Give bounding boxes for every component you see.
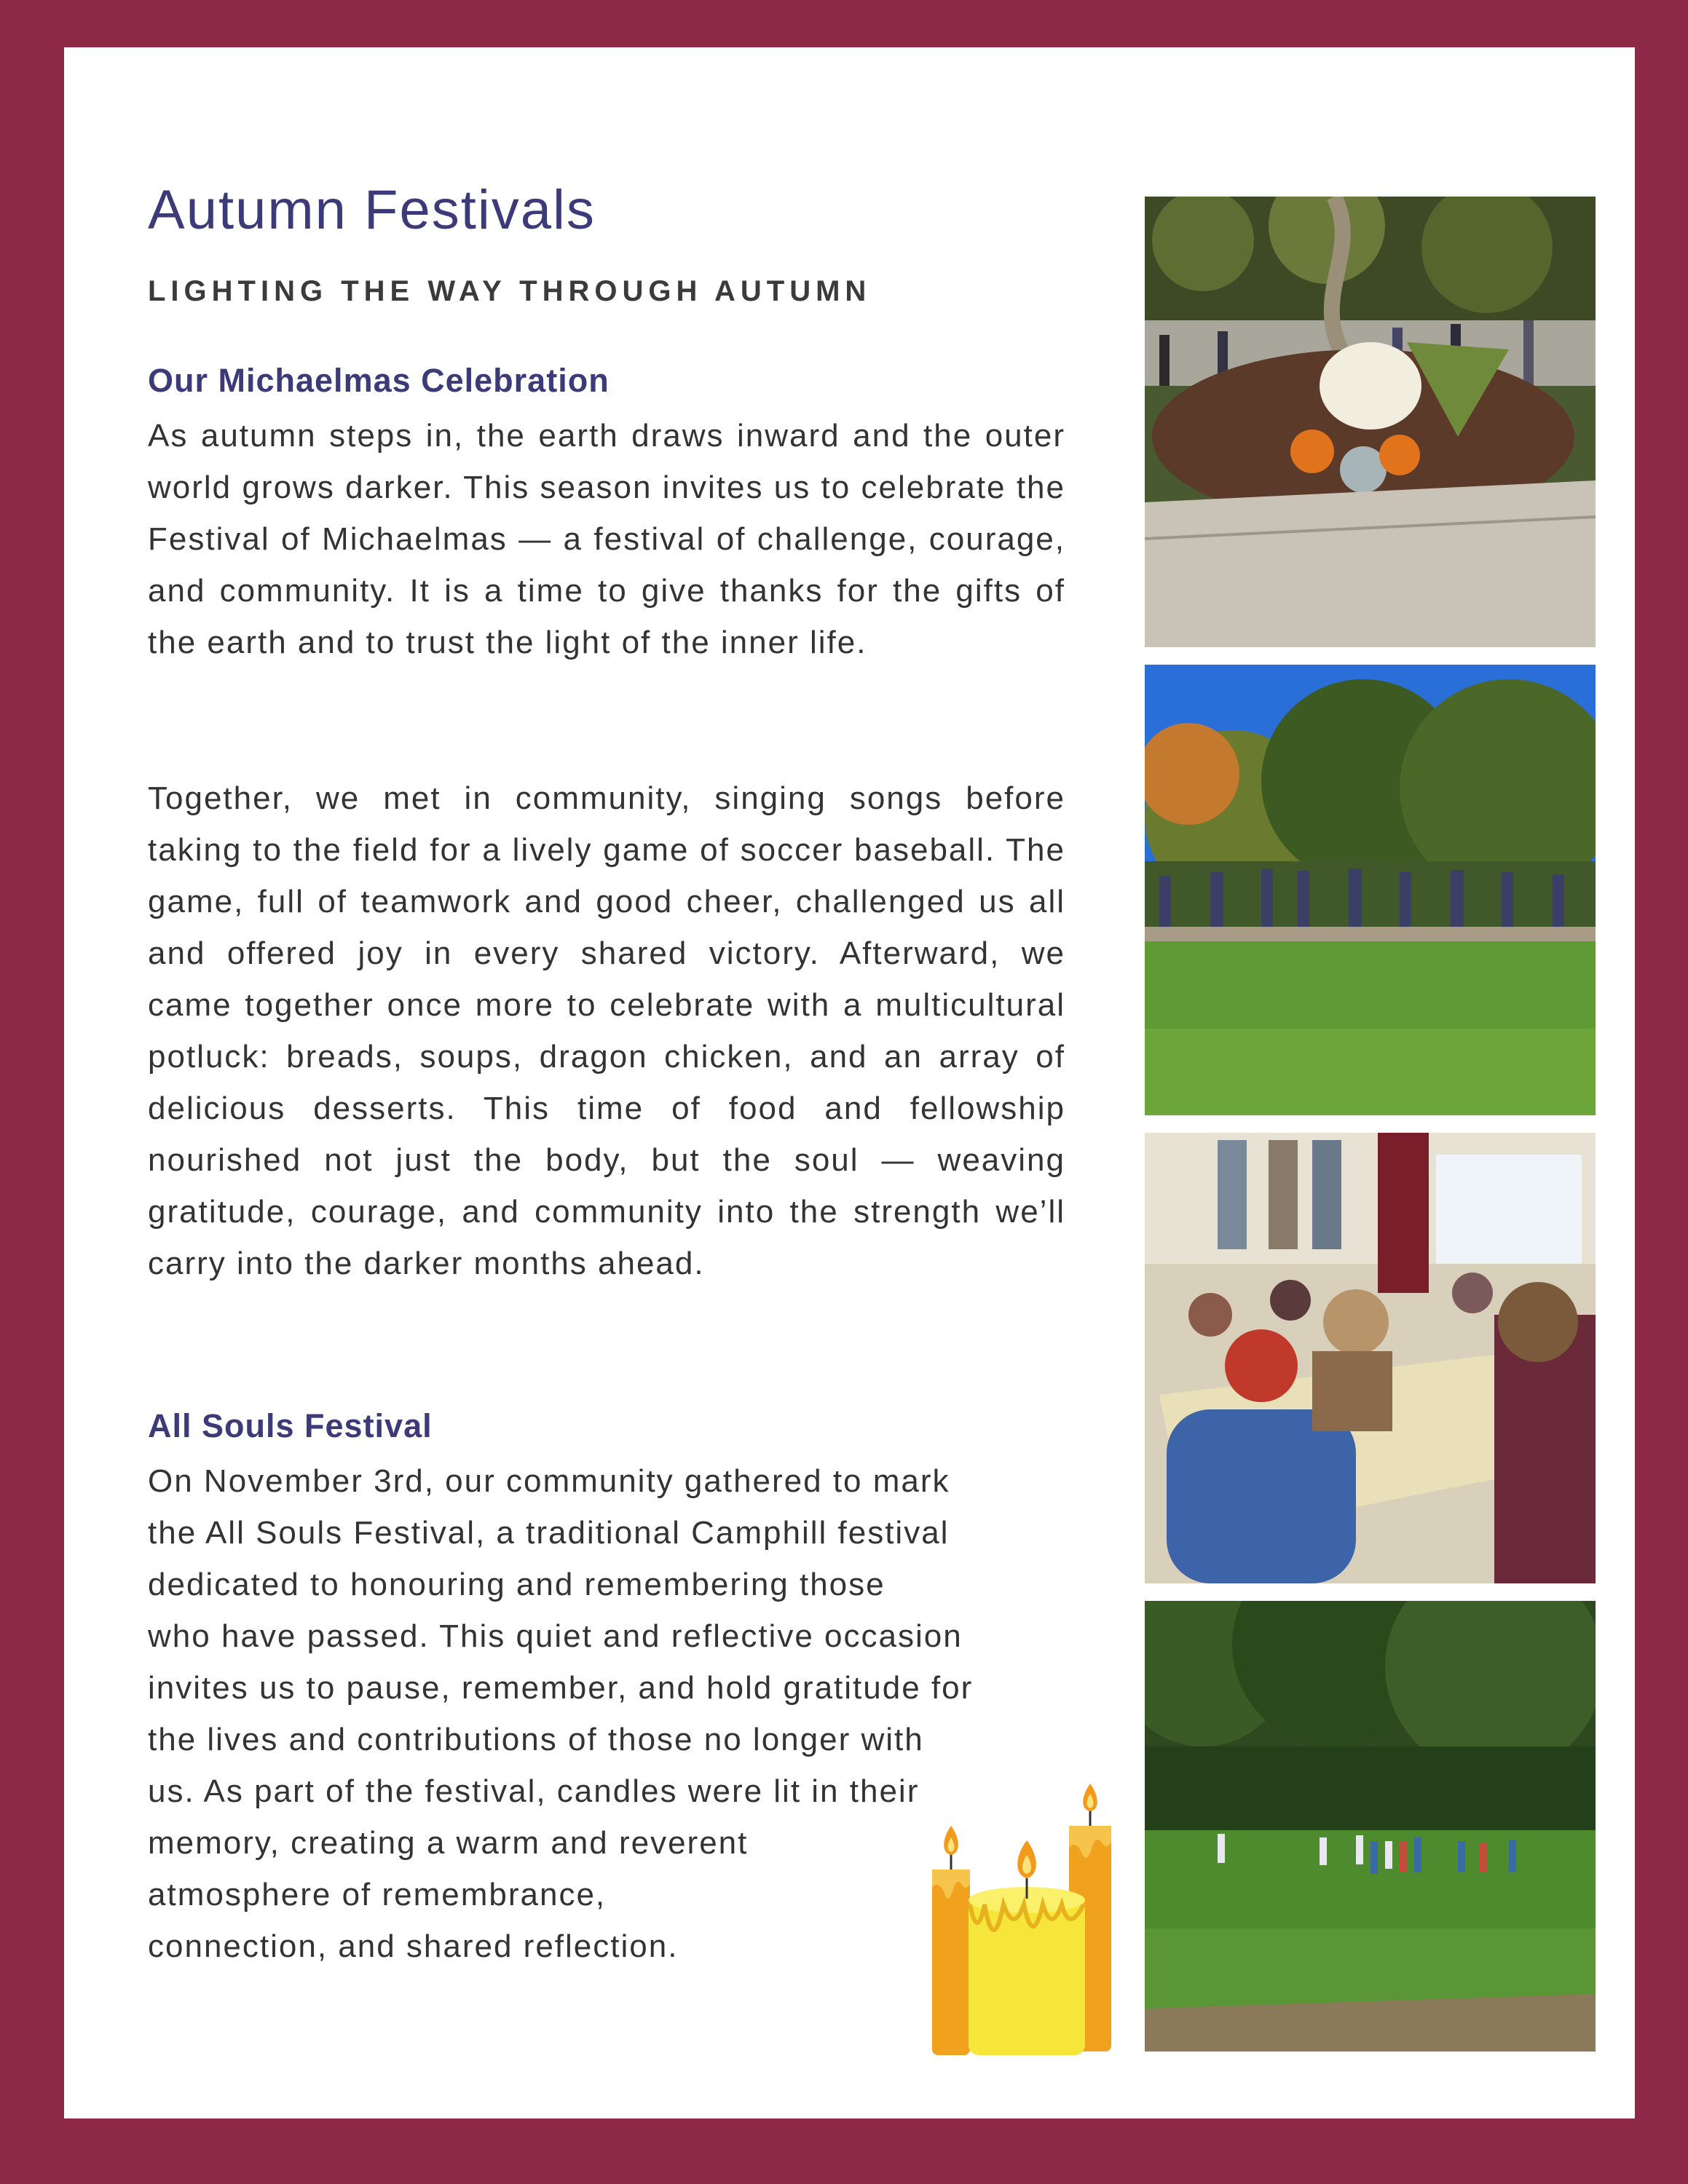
page-title: Autumn Festivals <box>148 179 596 241</box>
all-souls-line: who have passed. This quiet and reflective occasion <box>148 1618 963 1654</box>
michaelmas-paragraph-2: Together, we met in community, singing songs before taking to the field for a lively game of soccer baseball. The game, full of teamwork and good cheer, challenged us all and offered joy in every shared victory. Afterward, we came together once more to celebrate with a multicultural potluck: breads, soups, dragon chicken, and an array of delicious desserts. This time of food and fellowship nourished not just the body, but the soul — weaving gratitude, courage, and community into the strength we’ll carry into the darker months ahead. <box>148 780 1065 1281</box>
all-souls-line: the lives and contributions of those no longer with <box>148 1722 924 1757</box>
candles-illustration <box>925 1782 1121 2059</box>
photo-michaelmas-display <box>1145 197 1596 647</box>
all-souls-line: dedicated to honouring and remembering those <box>148 1567 886 1602</box>
photo-lawn-game <box>1145 1601 1596 2052</box>
michaelmas-paragraph-1: As autumn steps in, the earth draws inward and the outer world grows darker. This season invites us to celebrate the Festival of Michaelmas — a festival of challenge, courage, and community. It is a time to give thanks for the gifts of the earth and to trust the light of the inner life. <box>148 418 1065 660</box>
all-souls-line: connection, and shared reflection. <box>148 1928 679 1964</box>
all-souls-line: memory, creating a warm and reverent <box>148 1825 749 1861</box>
all-souls-line: On November 3rd, our community gathered to mark <box>148 1463 950 1499</box>
photo-field-gathering <box>1145 665 1596 1115</box>
all-souls-heading: All Souls Festival <box>148 1407 433 1444</box>
all-souls-line: invites us to pause, remember, and hold gratitude for <box>148 1670 974 1706</box>
center-candle <box>969 1840 1085 2055</box>
all-souls-line: atmosphere of remembrance, <box>148 1877 607 1912</box>
michaelmas-heading: Our Michaelmas Celebration <box>148 362 610 399</box>
all-souls-line: us. As part of the festival, candles were lit in their <box>148 1773 920 1809</box>
photo-potluck-meal <box>1145 1133 1596 1583</box>
all-souls-line: the All Souls Festival, a traditional Camphill festival <box>148 1515 950 1551</box>
page-subtitle: LIGHTING THE WAY THROUGH AUTUMN <box>148 275 872 307</box>
left-candle <box>932 1826 970 2055</box>
